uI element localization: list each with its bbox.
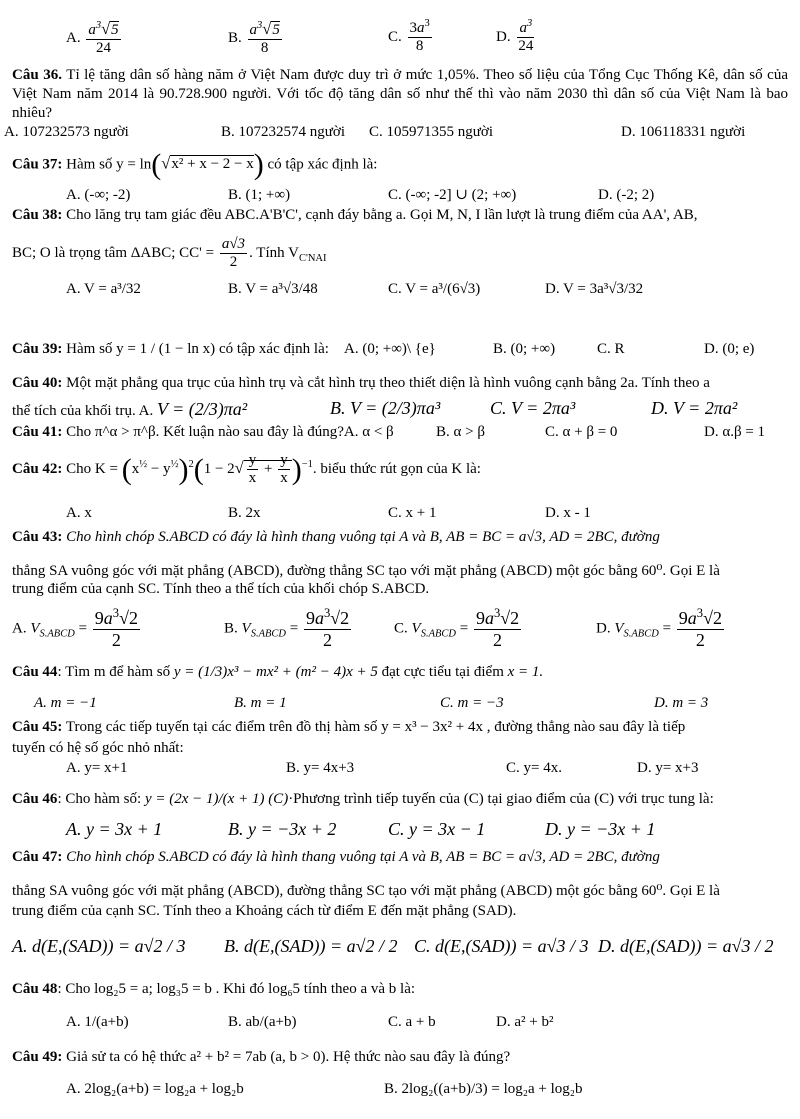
q37-expr: x² + x − 2 − x xyxy=(171,156,254,173)
q41-stem xyxy=(12,423,788,442)
q49-option-b: B. 2log₂((a+b)/3) = log₂a + log₂b xyxy=(384,1081,583,1097)
q38-option-a: A. V = a³/32 xyxy=(66,281,141,297)
q45-option-d: D. y= x+3 xyxy=(637,760,699,776)
q49-option-a: A. 2log₂(a+b) = log₂a + log₂b xyxy=(66,1081,244,1097)
q40-option-a: V = (2/3)πa² xyxy=(156,399,248,419)
q38-line1 xyxy=(12,206,788,225)
q49-label: Câu 49: xyxy=(12,1049,63,1065)
q48-option-b: B. ab/(a+b) xyxy=(228,1014,297,1030)
q47-line2 xyxy=(12,882,788,901)
q46-label: Câu 46 xyxy=(12,791,58,807)
q37-option-a: A. (-∞; -2) xyxy=(66,187,131,203)
q43-line1 xyxy=(12,528,788,547)
q39-option-a: A. (0; +∞)\ {e} xyxy=(344,341,436,357)
q45-option-c: C. y= 4x. xyxy=(506,760,562,776)
q38-text2c: . Tính V xyxy=(249,245,299,262)
q43-option-c: C. $V_{S.ABCD}$ = $\frac{9a^3√2}{2}$ xyxy=(394,606,520,650)
q43-option-b: B. $V_{S.ABCD}$ = $\frac{9a^3√2}{2}$ xyxy=(224,606,350,650)
q35-option-c: C. $\frac{3a^3}{8}$ xyxy=(388,18,430,55)
q47-line1 xyxy=(12,848,788,867)
q43-line3 xyxy=(12,580,788,599)
q42-label: Câu 42: xyxy=(12,461,63,478)
q39-frac: 1 / (1 − ln x) xyxy=(139,341,216,357)
q36-text: Tỉ lệ tăng dân số hàng năm ở Việt Nam được duy trì ở mức 1,05%. Theo số liệu của Tổng Cục Thống Kê, dân số của Việt Nam năm 2014 là 90.728.900 người. Với tốc độ tăng dân số như thế thì vào năm 2030 thì dân số của Việt Nam là bao nhiêu? xyxy=(12,67,788,121)
q41-option-b: B. α > β xyxy=(436,424,485,440)
q44-option-c: C. m = −3 xyxy=(440,695,504,711)
q43-text3: trung điểm của cạnh SC. Tính theo a thể tích của khối chóp S.ABCD. xyxy=(12,581,430,597)
q38-sub: C'NAI xyxy=(298,253,327,265)
q43-text1: Cho hình chóp S.ABCD có đáy là hình thang vuông tại A và B, AB = BC = a√3, AD = 2BC, đường xyxy=(66,529,660,545)
q40-text1: Một mặt phẳng qua trục của hình trụ và cắt hình trụ theo thiết diện là hình vuông cạnh bằng 2a. Tính theo a xyxy=(66,375,710,391)
q48-option-d: D. a² + b² xyxy=(496,1014,554,1030)
q46-option-b: B. y = −3x + 2 xyxy=(228,819,337,839)
q37-option-c: C. (-∞; -2] ∪ (2; +∞) xyxy=(388,187,517,203)
q47-text3: trung điểm của cạnh SC. Tính theo a Khoảng cách từ điểm E đến mặt phẳng (SAD). xyxy=(12,903,517,919)
q47-option-d: D. d(E,(SAD)) = a√3 / 2 xyxy=(598,936,774,956)
q42-post: . biểu thức rút gọn của K là: xyxy=(312,461,481,478)
q43-option-a: A. $V_{S.ABCD}$ = $\frac{9a^3√2}{2}$ xyxy=(12,606,138,650)
q38-text1: Cho lăng trụ tam giác đều ABC.A'B'C', cạnh đáy bằng a. Gọi M, N, I lần lượt là trung điểm của AA', AB, xyxy=(66,207,698,223)
q46-option-c: C. y = 3x − 1 xyxy=(388,819,486,839)
q41-option-d: D. α.β = 1 xyxy=(704,424,766,440)
q43-line2 xyxy=(12,562,788,581)
q35-d-label: D. xyxy=(496,29,511,46)
q39-option-c: C. R xyxy=(597,341,625,357)
q44-label: Câu 44 xyxy=(12,664,58,680)
q37-stem: Câu 37: Hàm số y = ln(√x² + x − 2 − x) có tập xác định là: xyxy=(12,148,378,181)
q37-option-d: D. (-2; 2) xyxy=(598,187,655,203)
q37-option-b: B. (1; +∞) xyxy=(228,187,291,203)
q38-cc-fraction: $\frac{a√3}{2}$ xyxy=(221,236,246,271)
q38-text2a: BC; O là trọng tâm ΔABC; CC' = xyxy=(12,245,215,262)
q41-option-c: C. α + β = 0 xyxy=(545,424,618,440)
q37-pre: Hàm số y = ln xyxy=(66,156,152,173)
q40-option-c: C. V = 2πa³ xyxy=(490,398,576,418)
q47-line3 xyxy=(12,902,788,921)
q45-line2 xyxy=(12,739,788,758)
q35-a-label: A. xyxy=(66,30,81,47)
q37-label: Câu 37: xyxy=(12,156,63,173)
q47-text2: thẳng SA vuông góc với mặt phẳng (ABCD), đường thẳng SC tạo với mặt phẳng (ABCD) một góc bằng 60⁰. Gọi E là xyxy=(12,883,720,899)
q45-line1 xyxy=(12,718,788,737)
q46-text: : Cho hàm số: xyxy=(57,791,142,807)
q44-option-b: B. m = 1 xyxy=(234,695,287,711)
q39-label: Câu 39: xyxy=(12,341,63,357)
q47-option-b: B. d(E,(SAD)) = a√2 / 2 xyxy=(224,936,398,956)
q42-option-c: C. x + 1 xyxy=(388,505,437,521)
q48-label: Câu 48 xyxy=(12,981,58,997)
q40-option-b: B. V = (2/3)πa³ xyxy=(330,398,441,418)
q35-option-b: B. $\frac{a^3√5}{8}$ xyxy=(228,19,280,57)
q42-option-b: B. 2x xyxy=(228,505,261,521)
q35-option-d: D. $\frac{a^3}{24}$ xyxy=(496,18,534,55)
q49-stem xyxy=(12,1048,788,1067)
q38-line2 xyxy=(12,236,788,272)
q38-option-d: D. V = 3a³√3/32 xyxy=(545,281,644,297)
q45-label: Câu 45: xyxy=(12,719,63,735)
q44-option-d: D. m = 3 xyxy=(654,695,709,711)
q40-label: Câu 40: xyxy=(12,375,63,391)
q38-option-b: B. V = a³√3/48 xyxy=(228,281,318,297)
q42-text: Cho K = xyxy=(66,461,118,478)
q44-stem xyxy=(12,663,788,682)
q43-option-d: D. $V_{S.ABCD}$ = $\frac{9a^3√2}{2}$ xyxy=(596,606,722,650)
q36-option-b: B. 107232574 người xyxy=(221,124,345,140)
q47-option-c: C. d(E,(SAD)) = a√3 / 3 xyxy=(414,936,589,956)
q40-line1 xyxy=(12,374,788,393)
q35-b-label: B. xyxy=(228,30,242,47)
q46-option-d: D. y = −3x + 1 xyxy=(545,819,656,839)
q35-option-a: A. $\frac{a^3√5}{24}$ xyxy=(66,19,119,57)
q46-post: ·Phương trình tiếp tuyến của (C) tại giao điểm của (C) với trục tung là: xyxy=(288,791,714,807)
q38-option-c: C. V = a³/(6√3) xyxy=(388,281,481,297)
q43-text2: thẳng SA vuông góc với mặt phẳng (ABCD), đường thẳng SC tạo với mặt phẳng (ABCD) một góc bằng 60⁰. Gọi E là xyxy=(12,563,720,579)
q48-stem xyxy=(12,980,788,999)
q44-text: : Tìm m để hàm số xyxy=(57,664,171,680)
q45-text2: tuyến có hệ số góc nhỏ nhất: xyxy=(12,740,184,756)
q42-option-a: A. x xyxy=(66,505,92,521)
q36-option-d: D. 106118331 người xyxy=(621,124,746,140)
q44-post: đạt cực tiểu tại điểm xyxy=(381,664,504,680)
q39-text: Hàm số y = xyxy=(66,341,136,357)
q45-option-a: A. y= x+1 xyxy=(66,760,128,776)
q38-label: Câu 38: xyxy=(12,207,63,223)
q35-c-label: C. xyxy=(388,29,402,46)
q49-text: Giả sử ta có hệ thức a² + b² = 7ab (a, b > 0). Hệ thức nào sau đây là đúng? xyxy=(66,1049,511,1065)
q36-stem xyxy=(12,66,788,122)
q46-stem xyxy=(12,790,788,809)
q39-post: có tập xác định là: xyxy=(218,341,329,357)
q36-label: Câu 36. xyxy=(12,67,62,83)
q46-func: y = (2x − 1)/(x + 1) (C) xyxy=(144,791,289,807)
q47-option-a: A. d(E,(SAD)) = a√2 / 3 xyxy=(12,936,186,956)
q46-option-a: A. y = 3x + 1 xyxy=(66,819,163,839)
q45-text1: Trong các tiếp tuyến tại các điểm trên đồ thị hàm số y = x³ − 3x² + 4x , đường thẳng nào sau đây là tiếp xyxy=(65,719,686,735)
q42-stem: Câu 42: Cho $K = (x^{\frac{1}{2}} - y^{\frac{1}{2}})^2(1 - 2√$ $\frac{y}{x}$ + $\frac{y}{x}$ )$^{-1}$. biểu thức rút gọn của K là: xyxy=(12,452,481,487)
q45-option-b: B. y= 4x+3 xyxy=(286,760,355,776)
q36-option-c: C. 105971355 người xyxy=(369,124,493,140)
q36-option-a: A. 107232573 người xyxy=(4,124,129,140)
q48-option-a: A. 1/(a+b) xyxy=(66,1014,129,1030)
q41-label: Câu 41: xyxy=(12,424,63,440)
q39-option-b: B. (0; +∞) xyxy=(493,341,556,357)
q39-option-d: D. (0; e) xyxy=(704,341,755,357)
q48-text: : Cho log₂5 = a; log₃5 = b . Khi đó log₆5 tính theo a và b là: xyxy=(57,981,416,997)
q40-text2: thể tích của khối trụ. A. xyxy=(12,403,154,419)
q43-label: Câu 43: xyxy=(12,529,63,545)
q40-option-d: D. V = 2πa² xyxy=(651,398,738,418)
q41-text: Cho π^α > π^β. Kết luận nào sau đây là đúng?A. α < β xyxy=(66,424,394,440)
q44-option-a: A. m = −1 xyxy=(34,695,97,711)
q37-post: có tập xác định là: xyxy=(267,156,378,173)
q47-label: Câu 47: xyxy=(12,849,63,865)
q44-expr: y = (1/3)x³ − mx² + (m² − 4)x + 5 xyxy=(173,664,378,680)
q42-option-d: D. x - 1 xyxy=(545,505,591,521)
q48-option-c: C. a + b xyxy=(388,1014,436,1030)
q47-text1: Cho hình chóp S.ABCD có đáy là hình thang vuông tại A và B, AB = BC = a√3, AD = 2BC, đường xyxy=(66,849,660,865)
q44-point: x = 1. xyxy=(507,664,544,680)
